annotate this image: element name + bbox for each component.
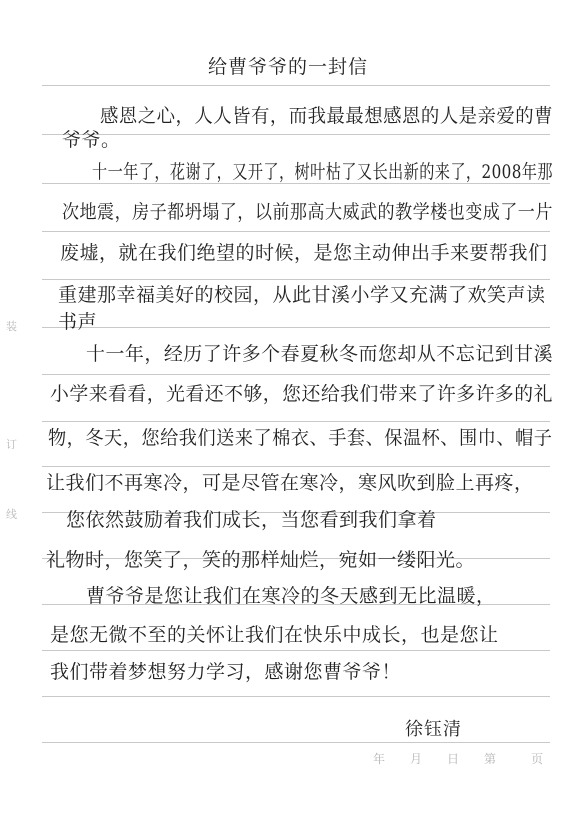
letter-line: 十一年了，花谢了，又开了，树叶枯了又长出新的来了，2008年那 (92, 161, 553, 183)
letter-line: 十一年，经历了许多个春夏秋冬而您却从不忘记到甘溪 (86, 343, 554, 365)
ruled-line (42, 696, 550, 697)
letter-line: 物，冬天，您给我们送来了棉衣、手套、保温杯、围巾、帽子 (48, 427, 553, 449)
letter-line: 次地震，房子都坍塌了，以前那高大威武的教学楼也变成了一片 (62, 201, 553, 223)
footer-year-label: 年 (373, 752, 386, 766)
ruled-line (42, 742, 550, 743)
ruled-line (42, 231, 550, 232)
binding-mark: 线 (6, 508, 17, 521)
letter-line: 废墟，就在我们绝望的时候，是您主动伸出手来要帮我们 (60, 242, 548, 264)
letter-line: 感恩之心，人人皆有，而我最最想感恩的人是亲爱的曹 (100, 105, 554, 127)
letter-line: 小学来看看，光看还不够，您还给我们带来了许多许多的礼 (50, 383, 553, 405)
signature: 徐钰清 (405, 719, 462, 740)
letter-title: 给曹爷爷的一封信 (208, 56, 369, 78)
letter-line: 我们带着梦想努力学习，感谢您曹爷爷！ (50, 661, 402, 683)
ruled-line (42, 85, 550, 86)
letter-line: 是您无微不至的关怀让我们在快乐中成长，也是您让 (50, 624, 499, 646)
ruled-line (42, 327, 550, 328)
letter-line: 礼物时，您笑了，笑的那样灿烂，宛如一缕阳光。 (46, 549, 476, 571)
ruled-line (42, 650, 550, 651)
ruled-line (42, 466, 550, 467)
letter-line: 曹爷爷是您让我们在寒冷的冬天感到无比温暖， (86, 585, 496, 607)
footer-month-label: 月 (410, 752, 423, 766)
letter-line: 重建那幸福美好的校园，从此甘溪小学又充满了欢笑声读 (58, 284, 546, 306)
ruled-line (42, 421, 550, 422)
ruled-line (42, 374, 550, 375)
letter-line: 书声 (58, 311, 98, 333)
ruled-line (42, 279, 550, 280)
binding-mark: 装 (6, 320, 17, 333)
binding-mark: 订 (6, 438, 17, 451)
footer-page-prefix: 第 (484, 752, 497, 766)
letter-line: 您依然鼓励着我们成长，当您看到我们拿着 (66, 509, 437, 531)
letter-line: 爷爷。 (62, 129, 121, 151)
letter-line: 让我们不再寒冷，可是尽管在寒冷，寒风吹到脸上再疼， (46, 472, 534, 494)
footer-page-label: 页 (531, 752, 544, 766)
footer-day-label: 日 (447, 752, 460, 766)
